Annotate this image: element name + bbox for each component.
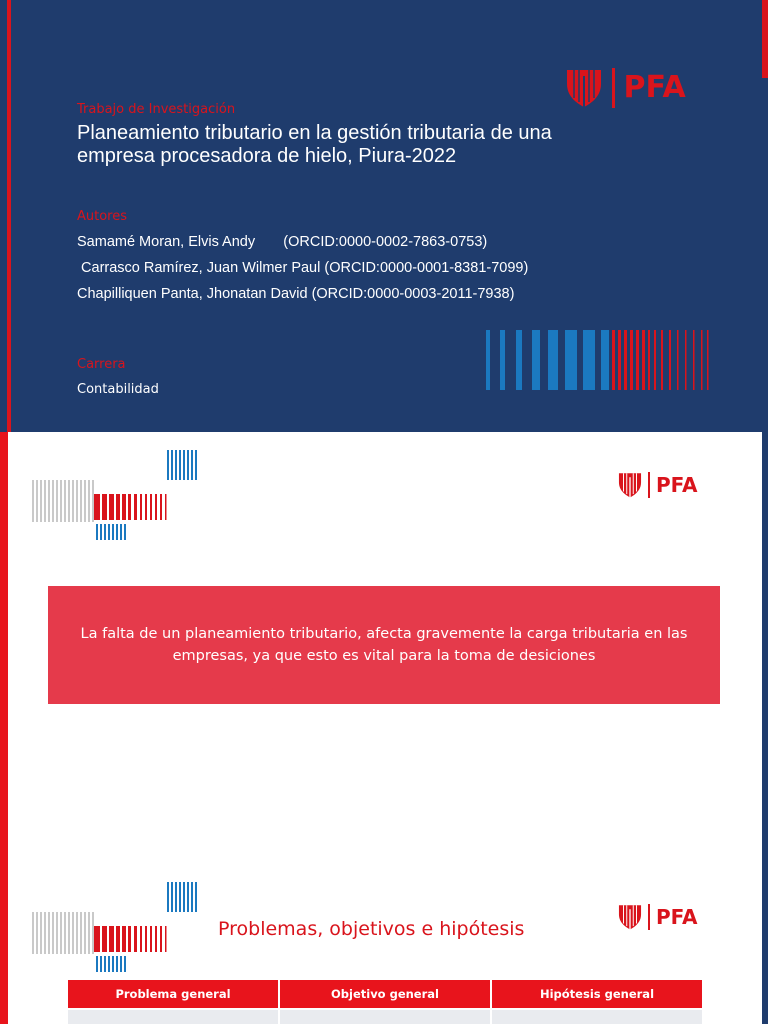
left-edge-bar [0, 864, 8, 1024]
table-cell [68, 1010, 278, 1024]
statement-slide [0, 432, 768, 864]
column-header-objective: Objetivo general [280, 980, 490, 1008]
right-edge-bar [762, 864, 768, 1024]
pfa-logo [618, 472, 698, 498]
pfa-logo [566, 68, 686, 108]
table-cell [280, 1010, 490, 1024]
left-edge-bar [7, 0, 11, 432]
left-edge-bar [0, 432, 8, 864]
slide-title: Problemas, objetivos e hipótesis [218, 918, 525, 940]
logo-text: PFA [656, 905, 698, 929]
right-edge-bar [762, 432, 768, 864]
logo-divider [648, 904, 650, 930]
logo-text: PFA [656, 473, 698, 497]
author-2: Carrasco Ramírez, Juan Wilmer Paul (ORCID:0000-0001-8381-7099) [77, 260, 529, 276]
career-value: Contabilidad [77, 382, 159, 397]
shield-book-icon [618, 904, 642, 930]
author-3: Chapilliquen Panta, Jhonatan David (ORCID:0000-0003-2011-7938) [77, 286, 515, 302]
column-header-problem: Problema general [68, 980, 278, 1008]
right-edge-bar [762, 0, 768, 78]
key-statement-box [48, 586, 720, 704]
decorative-stripes [486, 330, 710, 392]
problems-slide [0, 864, 768, 1024]
decorative-stripes [30, 880, 200, 972]
table-header-row [68, 980, 702, 1008]
author-1: Samamé Moran, Elvis Andy (ORCID:0000-0002-7863-0753) [77, 234, 488, 250]
authors-label: Autores [77, 209, 128, 224]
slide-title: Planeamiento tributario en la gestión tributaria de una empresa procesadora de hielo, Piura-2022 [77, 122, 552, 167]
table-row [68, 1010, 702, 1024]
decorative-stripes [30, 448, 200, 540]
logo-divider [648, 472, 650, 498]
career-label: Carrera [77, 357, 126, 372]
research-label: Trabajo de Investigación [77, 102, 236, 117]
title-slide [0, 0, 768, 432]
logo-text: PFA [623, 70, 686, 105]
shield-book-icon [566, 68, 602, 108]
key-statement-text: La falta de un planeamiento tributario, afecta gravemente la carga tributaria en las empresas, ya que esto es vital para la toma de desiciones [80, 626, 688, 664]
shield-book-icon [618, 472, 642, 498]
pfa-logo [618, 904, 698, 930]
table-cell [492, 1010, 702, 1024]
logo-divider [612, 68, 615, 108]
column-header-hypothesis: Hipótesis general [492, 980, 702, 1008]
